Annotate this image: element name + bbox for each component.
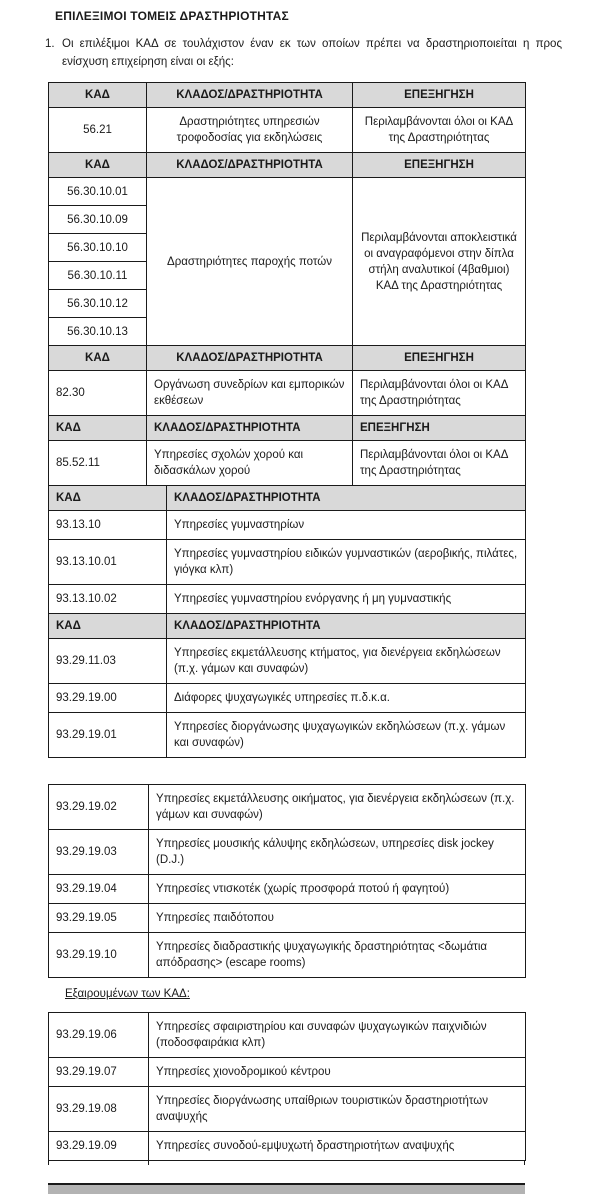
kad-code-cell: 93.29.19.07	[49, 1058, 149, 1087]
activity-cell: Υπηρεσίες εκμετάλλευσης κτήματος, για διενέργεια εκδηλώσεων (π.χ. γάμων και συναφών)	[167, 639, 526, 684]
kad-code-cell: 85.52.11	[49, 441, 147, 486]
table-row	[49, 684, 526, 713]
table-row	[49, 178, 526, 206]
table-row	[49, 540, 526, 585]
col-header-explanation: ΕΠΕΞΗΓΗΣΗ	[353, 83, 526, 108]
kad-code-cell: 56.30.10.12	[49, 290, 147, 318]
activity-cell: Υπηρεσίες διαδραστικής ψυχαγωγικής δραστηριότητας <δωμάτια απόδρασης> (escape rooms)	[149, 933, 526, 978]
table-header-row	[49, 153, 526, 178]
activity-cell: Δραστηριότητες παροχής ποτών	[147, 178, 353, 346]
activity-cell: Υπηρεσίες εκμετάλλευσης οικήματος, για διενέργεια εκδηλώσεων (π.χ. γάμων και συναφών)	[149, 785, 526, 830]
table-row	[49, 511, 526, 540]
activity-cell: Υπηρεσίες γυμναστηρίων	[167, 511, 526, 540]
intro-text: Οι επιλέξιμοι ΚΑΔ σε τουλάχιστον έναν εκ των οποίων πρέπει να δραστηριοποιείται η προς ενίσχυση επιχείρηση είναι οι εξής:	[62, 38, 562, 68]
kad-code-cell: 56.30.10.11	[49, 262, 147, 290]
table-row	[49, 371, 526, 416]
kad-code-cell: 56.21	[49, 108, 147, 153]
kad-code-cell: 56.30.10.01	[49, 178, 147, 206]
kad-code-cell: 93.13.10	[49, 511, 167, 540]
kad-code-cell: 93.13.10.01	[49, 540, 167, 585]
col-header-explanation: ΕΠΕΞΗΓΗΣΗ	[353, 416, 526, 441]
col-header-kad: ΚΑΔ	[49, 416, 147, 441]
kad-code-cell: 93.29.19.05	[49, 904, 149, 933]
table-row	[49, 585, 526, 614]
table-row	[49, 830, 526, 875]
table-header-row	[49, 416, 526, 441]
table-header-row	[49, 486, 526, 511]
list-number: 1.	[45, 38, 55, 50]
activity-cell: Υπηρεσίες γυμναστηρίου ενόργανης ή μη γυμναστικής	[167, 585, 526, 614]
catering-table	[48, 82, 526, 153]
recreation-continued-table	[48, 784, 526, 978]
activity-cell: Διάφορες ψυχαγωγικές υπηρεσίες π.δ.κ.α.	[167, 684, 526, 713]
table-row	[49, 1013, 526, 1058]
table-header-row	[49, 83, 526, 108]
col-header-activity: ΚΛΑΔΟΣ/ΔΡΑΣΤΗΡΙΟΤΗΤΑ	[147, 83, 353, 108]
activity-cell: Υπηρεσίες γυμναστηρίου ειδικών γυμναστικών (αεροβικής, πιλάτες, γιόγκα κλπ)	[167, 540, 526, 585]
col-header-activity: ΚΛΑΔΟΣ/ΔΡΑΣΤΗΡΙΟΤΗΤΑ	[147, 346, 353, 371]
activity-cell: Υπηρεσίες διοργάνωσης υπαίθριων τουριστικών δραστηριοτήτων αναψυχής	[149, 1087, 526, 1132]
kad-code-cell: 93.29.19.04	[49, 875, 149, 904]
kad-code-cell: 93.29.19.08	[49, 1087, 149, 1132]
table-row	[49, 904, 526, 933]
col-header-kad: ΚΑΔ	[49, 614, 167, 639]
table-row	[49, 713, 526, 758]
explanation-cell: Περιλαμβάνονται αποκλειστικά οι αναγραφόμενοι στην δίπλα στήλη αναλυτικοί (4βαθμιοι) ΚΑΔ της Δραστηριότητας	[353, 178, 526, 346]
kad-code-cell: 56.30.10.10	[49, 234, 147, 262]
col-header-explanation: ΕΠΕΞΗΓΗΣΗ	[353, 346, 526, 371]
exclusions-heading: Εξαιρουμένων των ΚΑΔ:	[65, 988, 190, 1000]
intro-paragraph	[45, 36, 562, 71]
kad-code-cell: 93.29.19.09	[49, 1132, 149, 1161]
explanation-cell: Περιλαμβάνονται όλοι οι ΚΑΔ της Δραστηριότητας	[353, 441, 526, 486]
col-header-explanation: ΕΠΕΞΗΓΗΣΗ	[353, 153, 526, 178]
table-row	[49, 108, 526, 153]
exclusions-table	[48, 1012, 526, 1161]
page-title: ΕΠΙΛΕΞΙΜΟΙ ΤΟΜΕΙΣ ΔΡΑΣΤΗΡΙΟΤΗΤΑΣ	[55, 9, 289, 23]
table-row	[49, 1087, 526, 1132]
kad-code-cell: 93.29.11.03	[49, 639, 167, 684]
recreation-table	[48, 613, 526, 758]
kad-code-cell: 93.13.10.02	[49, 585, 167, 614]
col-header-kad: ΚΑΔ	[49, 153, 147, 178]
kad-code-cell: 93.29.19.10	[49, 933, 149, 978]
kad-code-cell: 82.30	[49, 371, 147, 416]
table-border-stub	[48, 1161, 525, 1165]
activity-cell: Υπηρεσίες συνοδού-εμψυχωτή δραστηριοτήτων αναψυχής	[149, 1132, 526, 1161]
table-header-row	[49, 346, 526, 371]
gym-table	[48, 485, 526, 614]
col-header-activity: ΚΛΑΔΟΣ/ΔΡΑΣΤΗΡΙΟΤΗΤΑ	[147, 153, 353, 178]
table-row	[49, 933, 526, 978]
activity-cell: Υπηρεσίες ντισκοτέκ (χωρίς προσφορά ποτού ή φαγητού)	[149, 875, 526, 904]
kad-code-cell: 93.29.19.00	[49, 684, 167, 713]
activity-cell: Υπηρεσίες χιονοδρομικού κέντρου	[149, 1058, 526, 1087]
conference-table	[48, 345, 526, 416]
col-header-kad: ΚΑΔ	[49, 346, 147, 371]
activity-cell: Υπηρεσίες σχολών χορού και διδασκάλων χορού	[147, 441, 353, 486]
explanation-cell: Περιλαμβάνονται όλοι οι ΚΑΔ της Δραστηριότητας	[353, 371, 526, 416]
table-row	[49, 785, 526, 830]
beverage-table	[48, 152, 526, 346]
kad-code-cell: 93.29.19.06	[49, 1013, 149, 1058]
dance-table	[48, 415, 526, 486]
activity-cell: Υπηρεσίες παιδότοπου	[149, 904, 526, 933]
table-row	[49, 1132, 526, 1161]
activity-cell: Οργάνωση συνεδρίων και εμπορικών εκθέσεων	[147, 371, 353, 416]
table-row	[49, 875, 526, 904]
col-header-activity: ΚΛΑΔΟΣ/ΔΡΑΣΤΗΡΙΟΤΗΤΑ	[167, 486, 526, 511]
table-row	[49, 639, 526, 684]
col-header-kad: ΚΑΔ	[49, 486, 167, 511]
kad-code-cell: 56.30.10.09	[49, 206, 147, 234]
kad-code-cell: 56.30.10.13	[49, 318, 147, 346]
col-header-kad: ΚΑΔ	[49, 83, 147, 108]
kad-code-cell: 93.29.19.02	[49, 785, 149, 830]
table-header-row	[49, 614, 526, 639]
explanation-cell: Περιλαμβάνονται όλοι οι ΚΑΔ της Δραστηριότητας	[353, 108, 526, 153]
activity-cell: Υπηρεσίες διοργάνωσης ψυχαγωγικών εκδηλώσεων (π.χ. γάμων και συναφών)	[167, 713, 526, 758]
col-header-activity: ΚΛΑΔΟΣ/ΔΡΑΣΤΗΡΙΟΤΗΤΑ	[167, 614, 526, 639]
activity-cell: Υπηρεσίες σφαιριστηρίου και συναφών ψυχαγωγικών παιχνιδιών (ποδοσφαιράκια κλπ)	[149, 1013, 526, 1058]
table-row	[49, 1058, 526, 1087]
kad-code-cell: 93.29.19.03	[49, 830, 149, 875]
activity-cell: Υπηρεσίες μουσικής κάλυψης εκδηλώσεων, υπηρεσίες disk jockey (D.J.)	[149, 830, 526, 875]
col-header-activity: ΚΛΑΔΟΣ/ΔΡΑΣΤΗΡΙΟΤΗΤΑ	[147, 416, 353, 441]
activity-cell: Δραστηριότητες υπηρεσιών τροφοδοσίας για εκδηλώσεις	[147, 108, 353, 153]
table-row	[49, 441, 526, 486]
kad-code-cell: 93.29.19.01	[49, 713, 167, 758]
